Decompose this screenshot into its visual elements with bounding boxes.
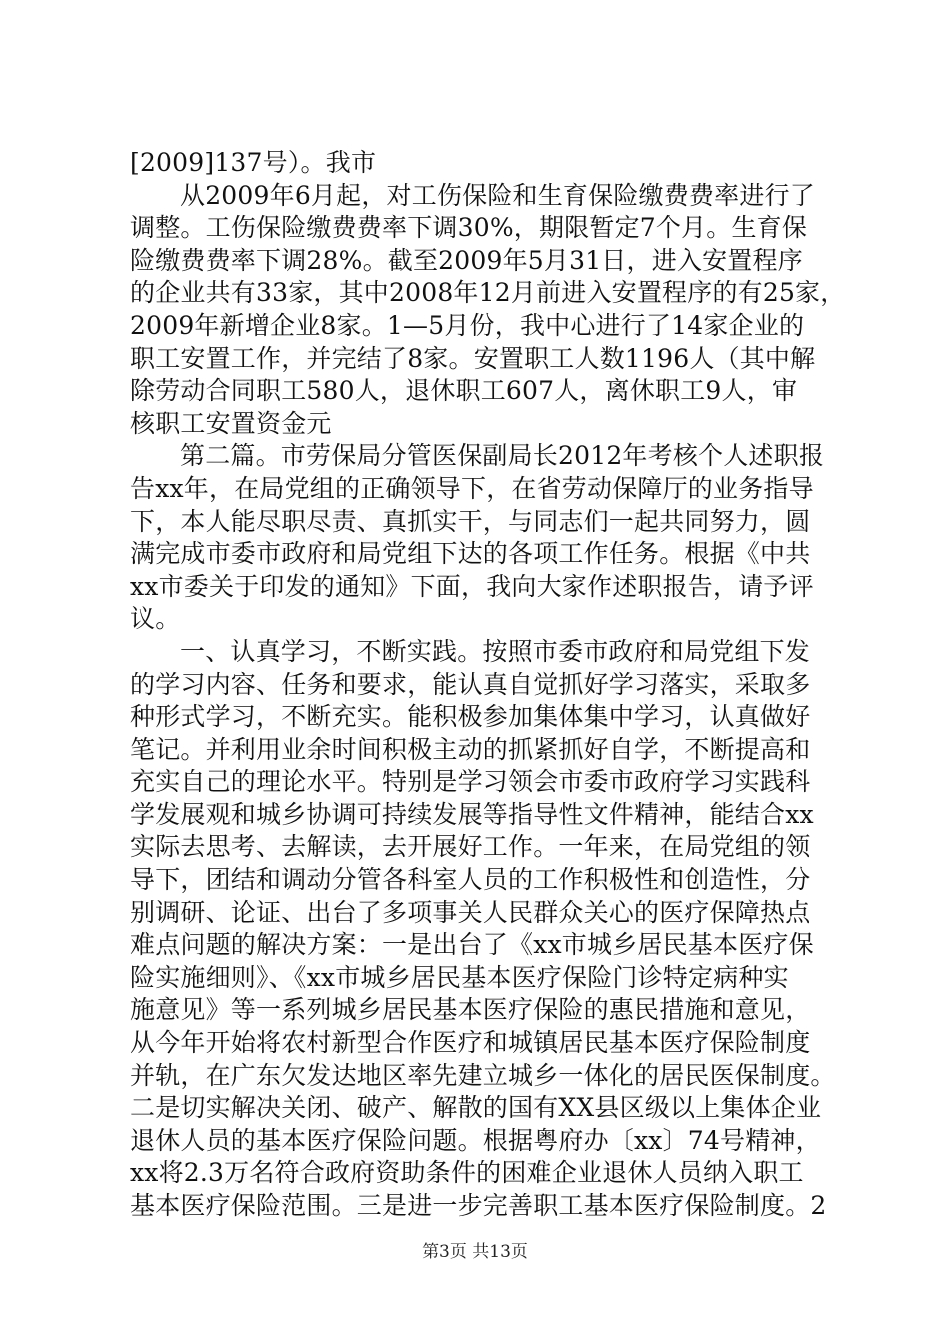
- paragraph: [130, 147, 850, 180]
- text-line: 基本医疗保险范围。三是进一步完善职工基本医疗保险制度。2: [130, 1191, 827, 1220]
- paragraph: [130, 180, 850, 441]
- text-line: 一、认真学习，不断实践。按照市委市政府和局党组下发: [180, 636, 811, 666]
- text-line: 调整。工伤保险缴费费率下调30%，期限暂定7个月。生育保: [130, 213, 808, 243]
- text-line: xx将2.3万名符合政府资助条件的困难企业退休人员纳入职工: [130, 1158, 804, 1188]
- page-footer: [0, 1237, 950, 1262]
- text-line: 从今年开始将农村新型合作医疗和城镇居民基本医疗保险制度: [130, 1028, 811, 1058]
- text-line: 难点问题的解决方案：一是出台了《xx市城乡居民基本医疗保: [130, 930, 814, 960]
- text-line: 2009年新增企业8家。1—5月份，我中心进行了14家企业的: [130, 310, 805, 340]
- text-line: 二是切实解决关闭、破产、解散的国有XX县区级以上集体企业: [130, 1093, 822, 1123]
- text-line: 的企业共有33家，其中2008年12月前进入安置程序的有25家，: [130, 278, 846, 308]
- text-line: 险缴费费率下调28%。截至2009年5月31日，进入安置程序: [130, 245, 803, 275]
- paragraph: [130, 440, 850, 636]
- text-line: 下，本人能尽职尽责、真抓实干，与同志们一起共同努力，圆: [130, 506, 811, 536]
- text-line: 充实自己的理论水平。特别是学习领会市委市政府学习实践科: [130, 767, 811, 797]
- document-body: [130, 147, 850, 1223]
- text-line: 施意见》等一系列城乡居民基本医疗保险的惠民措施和意见，: [130, 995, 811, 1025]
- text-line: 别调研、论证、出台了多项事关人民群众关心的医疗保障热点: [130, 897, 811, 927]
- text-line: 告xx年，在局党组的正确领导下，在省劳动保障厅的业务指导: [130, 473, 814, 503]
- text-line: 满完成市委市政府和局党组下达的各项工作任务。根据《中共: [130, 539, 811, 569]
- text-line: 退休人员的基本医疗保险问题。根据粤府办〔xx〕74号精神，: [130, 1125, 821, 1155]
- page-number-label: 第3页 共13页: [422, 1242, 528, 1262]
- text-line: 种形式学习，不断充实。能积极参加集体集中学习，认真做好: [130, 702, 811, 732]
- paragraph: [130, 636, 850, 1223]
- text-line: 除劳动合同职工580人，退休职工607人，离休职工9人，审: [130, 376, 798, 406]
- text-line: 笔记。并利用业余时间积极主动的抓紧抓好自学，不断提高和: [130, 734, 811, 764]
- text-line: 职工安置工作，并完结了8家。安置职工人数1196人（其中解: [130, 343, 816, 373]
- text-line: [2009]137号）。我市: [130, 148, 377, 177]
- text-line: 的学习内容、任务和要求，能认真自觉抓好学习落实，采取多: [130, 669, 811, 699]
- text-line: 核职工安置资金元: [130, 408, 332, 438]
- text-line: 险实施细则》、《xx市城乡居民基本医疗保险门诊特定病种实: [130, 962, 789, 992]
- text-line: 从2009年6月起，对工伤保险和生育保险缴费费率进行了: [180, 180, 815, 210]
- text-line: 实际去思考、去解读，去开展好工作。一年来，在局党组的领: [130, 832, 811, 862]
- text-line: 学发展观和城乡协调可持续发展等指导性文件精神，能结合xx: [130, 799, 814, 829]
- text-line: 议。: [130, 604, 181, 634]
- text-line: 并轨，在广东欠发达地区率先建立城乡一体化的居民医保制度。: [130, 1060, 836, 1090]
- text-line: 导下，团结和调动分管各科室人员的工作积极性和创造性，分: [130, 865, 811, 895]
- text-line: 第二篇。市劳保局分管医保副局长2012年考核个人述职报: [180, 441, 825, 471]
- text-line: xx市委关于印发的通知》下面，我向大家作述职报告，请予评: [130, 571, 814, 601]
